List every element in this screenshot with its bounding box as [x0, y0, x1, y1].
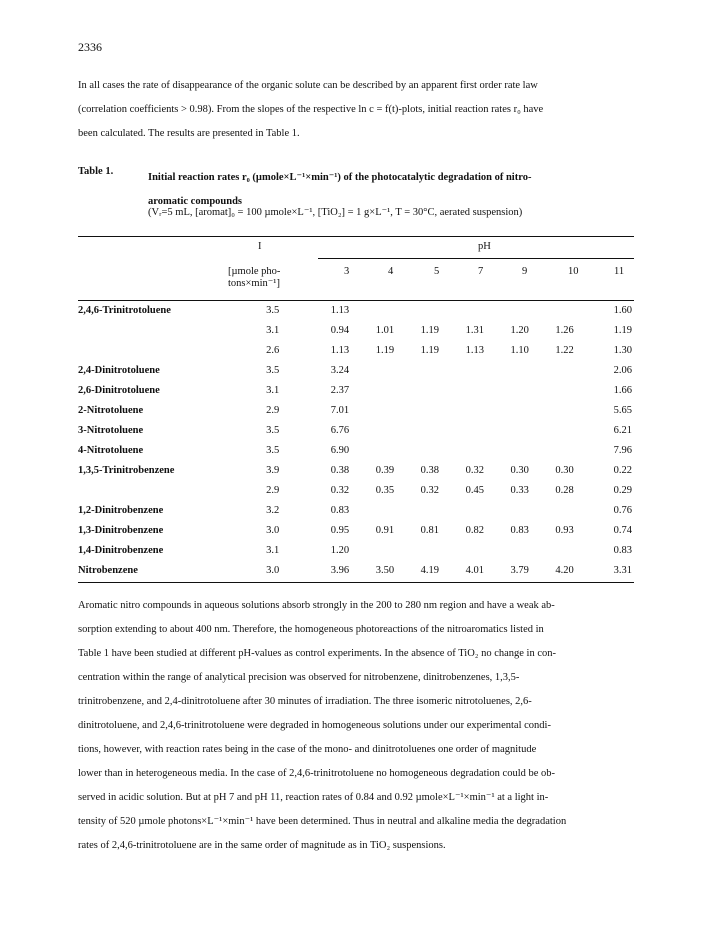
- rate-cell: 1.01: [375, 324, 395, 336]
- compound-cell: 2-Nitrotoluene: [78, 404, 144, 416]
- intensity-cell: 3.0: [266, 524, 280, 536]
- rate-cell: [362, 380, 407, 400]
- table-row: [78, 320, 634, 340]
- ph-header: pH: [478, 241, 491, 252]
- rate-cell: [497, 420, 542, 440]
- rate-cell: [452, 540, 497, 560]
- rate-cell: 0.83: [510, 524, 529, 536]
- compound-cell: 4-Nitrotoluene: [78, 444, 144, 456]
- ph-value: 11: [614, 266, 625, 277]
- rate-cell: 0.83: [330, 504, 350, 516]
- rate-cell: [362, 360, 407, 380]
- intensity-cell: 3.2: [266, 504, 280, 516]
- rate-cell: [452, 300, 497, 320]
- rate-cell: 7.01: [330, 404, 350, 416]
- rate-cell: 0.32: [330, 484, 350, 496]
- rate-cell: 0.30: [555, 464, 574, 476]
- table-row: [78, 380, 634, 400]
- rate-cell: 0.45: [465, 484, 484, 496]
- rate-cell: [497, 500, 542, 520]
- rate-cell: [407, 420, 452, 440]
- rate-cell: 1.19: [375, 344, 395, 356]
- table-row: [78, 460, 634, 480]
- rate-cell: [542, 400, 587, 420]
- table-label: Table 1.: [78, 166, 114, 177]
- rate-cell: [542, 360, 587, 380]
- rate-cell: 1.13: [465, 344, 484, 356]
- page-number: 2336: [78, 40, 102, 54]
- text-line: In all cases the rate of disappearance of the organic solute can be described by an apparent first order rate law: [78, 80, 538, 91]
- table-title-line: aromatic compounds: [148, 196, 243, 207]
- table-bottom-rule: [78, 582, 634, 583]
- intensity-cell: 3.0: [266, 564, 280, 576]
- rate-cell: [362, 540, 407, 560]
- rate-cell: 1.60: [613, 304, 632, 316]
- text-line: lower than in heterogeneous media. In the case of 2,4,6-trinitrotoluene no homogeneous degradation could be ob-: [78, 768, 556, 779]
- rate-cell: [362, 400, 407, 420]
- rate-cell: [542, 440, 587, 460]
- rate-cell: [407, 380, 452, 400]
- text-line: (correlation coefficients > 0.98). From the slopes of the respective ln c = f(t)-plots, initial reaction rates r₀ have: [78, 104, 544, 115]
- rate-cell: 3.79: [510, 564, 529, 576]
- intensity-cell: 2.9: [266, 484, 280, 496]
- rate-cell: [497, 360, 542, 380]
- rate-cell: 1.19: [420, 344, 440, 356]
- rate-cell: 0.82: [465, 524, 484, 536]
- intensity-cell: 3.9: [266, 464, 280, 476]
- table-conditions: (Vᵣ=5 mL, [aromat]₀ = 100 µmole×L⁻¹, [TiO₂] = 1 g×L⁻¹, T = 30°C, aerated suspension): [148, 207, 523, 218]
- rate-cell: 1.19: [420, 324, 440, 336]
- rate-cell: [362, 300, 407, 320]
- rate-cell: [497, 380, 542, 400]
- rate-cell: 0.76: [613, 504, 632, 516]
- rate-cell: 1.20: [330, 544, 350, 556]
- rate-cell: 0.30: [510, 464, 529, 476]
- compound-cell: 2,4-Dinitrotoluene: [78, 364, 160, 376]
- text-line: Aromatic nitro compounds in aqueous solutions absorb strongly in the 200 to 280 nm region and have a weak ab-: [78, 600, 555, 611]
- rate-cell: [497, 440, 542, 460]
- rate-cell: 0.38: [330, 464, 350, 476]
- compound-cell: Nitrobenzene: [78, 564, 138, 576]
- rate-cell: [362, 420, 407, 440]
- compound-cell: 1,3,5-Trinitrobenzene: [78, 464, 175, 476]
- rate-cell: 0.39: [375, 464, 395, 476]
- rate-cell: 0.32: [420, 484, 440, 496]
- table-row: [78, 520, 634, 540]
- rate-cell: 4.20: [555, 564, 574, 576]
- data-table: [78, 300, 634, 580]
- rate-cell: 1.13: [330, 344, 350, 356]
- rate-cell: [542, 540, 587, 560]
- rate-cell: 4.19: [420, 564, 440, 576]
- rate-cell: [407, 500, 452, 520]
- text-line: sorption extending to about 400 nm. Therefore, the homogeneous photoreactions of the nitroaromatics listed in: [78, 624, 544, 635]
- table-title-line: Initial reaction rates r₀ (µmole×L⁻¹×min⁻¹) of the photocatalytic degradation of nitro-: [148, 172, 532, 183]
- compound-cell: 1,2-Dinitrobenzene: [78, 504, 164, 516]
- rate-cell: 1.22: [555, 344, 574, 356]
- rate-cell: 0.74: [613, 524, 632, 536]
- rate-cell: 3.50: [375, 564, 395, 576]
- rate-cell: [542, 300, 587, 320]
- rate-cell: 2.06: [613, 364, 632, 376]
- compound-cell: [78, 480, 228, 500]
- rate-cell: 6.21: [613, 424, 632, 436]
- intensity-cell: 3.5: [266, 364, 280, 376]
- rate-cell: [362, 500, 407, 520]
- rate-cell: [407, 360, 452, 380]
- table-row: [78, 360, 634, 380]
- col-I-header: I: [258, 241, 262, 252]
- table-row: [78, 300, 634, 320]
- rate-cell: 3.96: [330, 564, 350, 576]
- col-I-unit: [228, 266, 280, 289]
- intensity-cell: 3.5: [266, 304, 280, 316]
- text-line: rates of 2,4,6-trinitrotoluene are in the same order of magnitude as in TiO₂ suspensions.: [78, 840, 446, 851]
- rate-cell: 6.90: [330, 444, 350, 456]
- intensity-cell: 3.5: [266, 424, 280, 436]
- rate-cell: [497, 300, 542, 320]
- rate-cell: 1.30: [613, 344, 632, 356]
- compound-cell: [78, 320, 228, 340]
- ph-value: 9: [522, 266, 528, 277]
- rate-cell: 5.65: [613, 404, 632, 416]
- rate-cell: 3.31: [613, 564, 632, 576]
- rate-cell: [542, 500, 587, 520]
- compound-cell: 2,6-Dinitrotoluene: [78, 384, 160, 396]
- ph-value: 4: [388, 266, 394, 277]
- rate-cell: 1.31: [465, 324, 484, 336]
- col-I-unit-line: [µmole pho-: [228, 266, 281, 277]
- ph-header-rule: [318, 258, 634, 259]
- table-row: [78, 340, 634, 360]
- rate-cell: [542, 420, 587, 440]
- ph-value: 5: [434, 266, 440, 277]
- rate-cell: 0.81: [420, 524, 440, 536]
- intensity-cell: 3.1: [266, 384, 280, 396]
- table-row: [78, 480, 634, 500]
- text-line: been calculated. The results are presented in Table 1.: [78, 128, 300, 139]
- ph-value: 3: [344, 266, 350, 277]
- rate-cell: 0.95: [330, 524, 350, 536]
- rate-cell: [542, 380, 587, 400]
- rate-cell: 0.93: [555, 524, 574, 536]
- rate-cell: 0.33: [510, 484, 529, 496]
- rate-cell: 0.22: [613, 464, 632, 476]
- intro-paragraph: [78, 74, 634, 146]
- ph-value: 10: [568, 266, 579, 277]
- intensity-cell: 3.1: [266, 544, 280, 556]
- table-row: [78, 420, 634, 440]
- rate-cell: 0.32: [465, 464, 484, 476]
- compound-cell: 3-Nitrotoluene: [78, 424, 144, 436]
- text-line: served in acidic solution. But at pH 7 and pH 11, reaction rates of 0.84 and 0.92 µmole×L⁻¹×min⁻¹ at a light in-: [78, 792, 549, 803]
- compound-cell: 1,3-Dinitrobenzene: [78, 524, 164, 536]
- rate-cell: 0.94: [330, 324, 350, 336]
- rate-cell: [407, 400, 452, 420]
- rate-cell: 0.91: [375, 524, 395, 536]
- rate-cell: 0.35: [375, 484, 395, 496]
- table-row: [78, 540, 634, 560]
- rate-cell: 0.28: [555, 484, 574, 496]
- intensity-cell: 2.6: [266, 344, 280, 356]
- rate-cell: [452, 500, 497, 520]
- intensity-cell: 3.5: [266, 444, 280, 456]
- rate-cell: 7.96: [613, 444, 632, 456]
- compound-cell: [78, 340, 228, 360]
- rate-cell: 6.76: [330, 424, 350, 436]
- table-top-rule: [78, 236, 634, 237]
- text-line: trinitrobenzene, and 2,4-dinitrotoluene after 30 minutes of irradiation. The three isomeric nitrotoluenes, 2,6-: [78, 696, 532, 707]
- rate-cell: 1.13: [330, 304, 350, 316]
- rate-cell: [452, 440, 497, 460]
- intensity-cell: 3.1: [266, 324, 280, 336]
- rate-cell: [497, 400, 542, 420]
- body-paragraph: [78, 594, 634, 858]
- rate-cell: 1.10: [510, 344, 529, 356]
- rate-cell: 0.29: [613, 484, 632, 496]
- rate-cell: [497, 540, 542, 560]
- rate-cell: 1.66: [613, 384, 632, 396]
- table-row: [78, 440, 634, 460]
- col-I-unit-line: tons×min⁻¹]: [228, 278, 280, 289]
- text-line: tions, however, with reaction rates being in the case of the mono- and dinitrotoluenes one order of magnitude: [78, 744, 537, 755]
- rate-cell: [407, 540, 452, 560]
- text-line: tensity of 520 µmole photons×L⁻¹×min⁻¹ have been determined. Thus in neutral and alkaline media the degradation: [78, 816, 567, 827]
- table-body: [78, 300, 634, 580]
- rate-cell: [452, 400, 497, 420]
- rate-cell: 1.20: [510, 324, 529, 336]
- intensity-cell: 2.9: [266, 404, 280, 416]
- rate-cell: 3.24: [330, 364, 350, 376]
- rate-cell: 1.26: [555, 324, 574, 336]
- rate-cell: 1.19: [613, 324, 632, 336]
- rate-cell: 0.38: [420, 464, 440, 476]
- text-line: Table 1 have been studied at different pH-values as control experiments. In the absence of TiO₂ no change in con-: [78, 648, 557, 659]
- compound-cell: 2,4,6-Trinitrotoluene: [78, 304, 171, 316]
- rate-cell: [452, 380, 497, 400]
- text-line: centration within the range of analytical precision was observed for nitrobenzene, dinitrobenzenes, 1,3,5-: [78, 672, 520, 683]
- rate-cell: [407, 300, 452, 320]
- text-line: dinitrotoluene, and 2,4,6-trinitrotoluene were degraded in homogeneous solutions under our experimental condi-: [78, 720, 551, 731]
- rate-cell: [362, 440, 407, 460]
- rate-cell: [452, 360, 497, 380]
- rate-cell: 2.37: [330, 384, 350, 396]
- ph-value: 7: [478, 266, 484, 277]
- table-row: [78, 560, 634, 580]
- table-row: [78, 500, 634, 520]
- rate-cell: [407, 440, 452, 460]
- table-row: [78, 400, 634, 420]
- rate-cell: 0.83: [613, 544, 632, 556]
- rate-cell: 4.01: [465, 564, 484, 576]
- compound-cell: 1,4-Dinitrobenzene: [78, 544, 164, 556]
- rate-cell: [452, 420, 497, 440]
